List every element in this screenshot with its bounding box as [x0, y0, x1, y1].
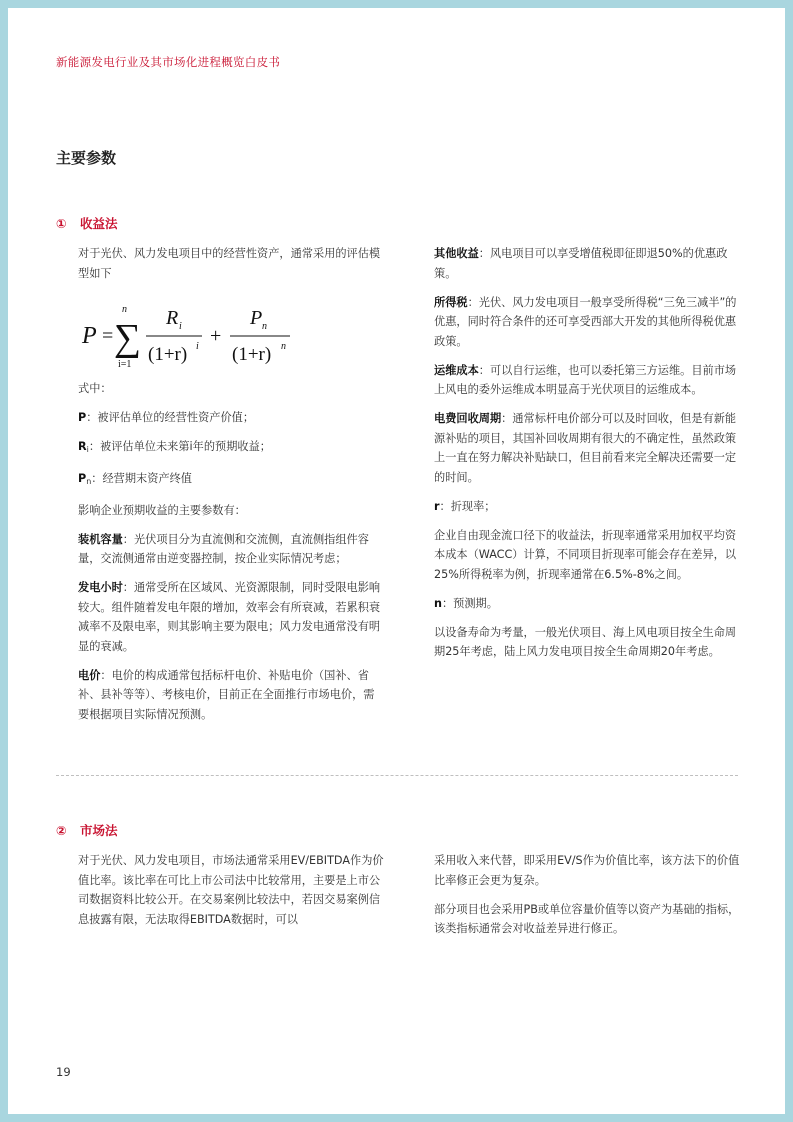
page-title: 主要参数 [56, 149, 117, 167]
formula-denominator-2-sup: n [281, 340, 286, 352]
param-om [434, 361, 740, 400]
section-title: 收益法 [80, 216, 118, 231]
document-page [8, 8, 785, 1114]
formula-numerator-1: R [166, 306, 179, 329]
definition-p-label: P [78, 410, 87, 424]
param-capacity-label: 装机容量 [78, 532, 123, 546]
param-tax-label: 所得税 [434, 295, 468, 309]
param-recovery-text: ：通常标杆电价部分可以及时回收，但是有新能源补贴的项目，其国补回收周期有很大的不确定性，虽然政策上一直在努力解决补贴缺口，但目前看来完全解决还需要一定的时间。 [434, 412, 737, 484]
formula-lower-limit: i=1 [118, 358, 132, 370]
param-r-label: r [434, 499, 440, 513]
where-label: 式中： [78, 381, 112, 395]
param-price-text: ：电价的构成通常包括标杆电价、补贴电价（国补、省补、县补等等）、考核电价，目前正在全面推行市场电价，需要根据项目实际情况预测。 [78, 668, 375, 721]
income-right-column [434, 244, 740, 671]
definition-pn [78, 469, 384, 492]
section-heading-income [56, 214, 118, 232]
definition-pn-sub: n [86, 476, 92, 486]
section-number: ① [56, 216, 67, 231]
formula-lhs: P [82, 322, 97, 349]
param-hours-label: 发电小时 [78, 581, 123, 594]
formula-numerator-1-sub: i [179, 320, 182, 332]
valuation-formula [78, 293, 384, 371]
section-divider [56, 775, 738, 776]
market-right-paragraph-1: 采用收入来代替，即采用EV/S作为价值比率，该方法下的价值比率修正会更为复杂。 [434, 854, 740, 887]
market-left-column [78, 851, 384, 939]
formula-sigma: ∑ [114, 316, 142, 359]
definition-pn-text: ：经营期末资产终值 [91, 471, 192, 485]
param-price [78, 666, 384, 725]
intro-paragraph: 对于光伏、风力发电项目中的经营性资产，通常采用的评估模型如下 [78, 247, 381, 280]
param-hours [78, 578, 384, 656]
formula-numerator-2: P [250, 306, 263, 329]
params-intro: 影响企业预期收益的主要参数有： [78, 503, 246, 517]
page-number: 19 [56, 1065, 71, 1079]
param-other [434, 244, 740, 283]
param-capacity [78, 530, 384, 569]
param-n-text: ：预测期。 [441, 596, 498, 610]
param-capacity-text: ：光伏项目分为直流侧和交流侧，直流侧指组件容量，交流侧通常由逆变器控制，按企业实际情况考虑； [78, 532, 369, 565]
formula-equals: = [102, 324, 114, 347]
section-number: ② [56, 823, 67, 838]
param-r-text: ：折现率； [439, 499, 496, 513]
definition-p-text: ：被评估单位的经营性资产价值； [86, 410, 255, 424]
param-tax [434, 293, 740, 352]
param-other-label: 其他收益 [434, 247, 479, 260]
param-other-text: ：风电项目可以享受增值税即征即退50%的优惠政策。 [434, 247, 728, 280]
definition-pn-label: P [78, 471, 87, 485]
market-left-paragraph: 对于光伏、风力发电项目，市场法通常采用EV/EBITDA作为价值比率。该比率在可比上市公司法中比较常用，主要是上市公司数据资料比较公开。在交易案例比较法中，若因交易案例信息披露有限，无法取得EBITDA数据时，可以 [78, 854, 384, 926]
formula-denominator-1: (1+r) [148, 343, 188, 365]
param-price-label: 电价 [78, 668, 101, 682]
formula-denominator-1-sup: i [196, 340, 199, 352]
definition-p [78, 408, 384, 428]
param-tax-text: ：光伏、风力发电项目一般享受所得税“三免三减半”的优惠，同时符合条件的还可享受西部大开发的其他所得税优惠政策。 [434, 295, 737, 348]
param-om-text: ：可以自行运维，也可以委托第三方运维。目前市场上风电的委外运维成本明显高于光伏项目的运维成本。 [434, 363, 737, 396]
formula-upper-limit: n [122, 303, 127, 315]
definition-ri-sub: i [86, 444, 89, 454]
market-right-column [434, 851, 740, 948]
param-n [434, 594, 740, 614]
discount-paragraph: 企业自由现金流口径下的收益法，折现率通常采用加权平均资本成本（WACC）计算，不同项目折现率可能会存在差异，以25%所得税率为例，折现率通常在6.5%-8%之间。 [434, 528, 737, 581]
param-n-label: n [434, 596, 442, 610]
running-header: 新能源发电行业及其市场化进程概览白皮书 [56, 55, 281, 69]
param-recovery-label: 电费回收周期 [434, 412, 502, 425]
param-r [434, 497, 740, 517]
formula-numerator-2-sub: n [262, 320, 267, 332]
definition-ri [78, 437, 384, 460]
param-recovery [434, 409, 740, 487]
param-hours-text: ：通常受所在区域风、光资源限制，同时受限电影响较大。组件随着发电年限的增加，效率会有所衰减，若累积衰减率不及限电率，则其影响主要为限电；风力发电通常没有明显的衰减。 [78, 581, 381, 653]
income-left-column [78, 244, 384, 734]
section-title: 市场法 [80, 823, 118, 838]
formula-plus: + [210, 324, 222, 347]
param-om-label: 运维成本 [434, 363, 479, 377]
definition-ri-label: R [78, 439, 87, 453]
market-right-paragraph-2: 部分项目也会采用PB或单位容量价值等以资产为基础的指标，该类指标通常会对收益差异进行修正。 [434, 902, 740, 935]
section-heading-market [56, 821, 118, 839]
period-paragraph: 以设备寿命为考量，一般光伏项目、海上风电项目按全生命周期25年考虑，陆上风力发电项目按全生命周期20年考虑。 [434, 625, 737, 658]
definition-ri-text: ：被评估单位未来第i年的预期收益； [88, 439, 271, 453]
formula-denominator-2: (1+r) [232, 343, 272, 365]
